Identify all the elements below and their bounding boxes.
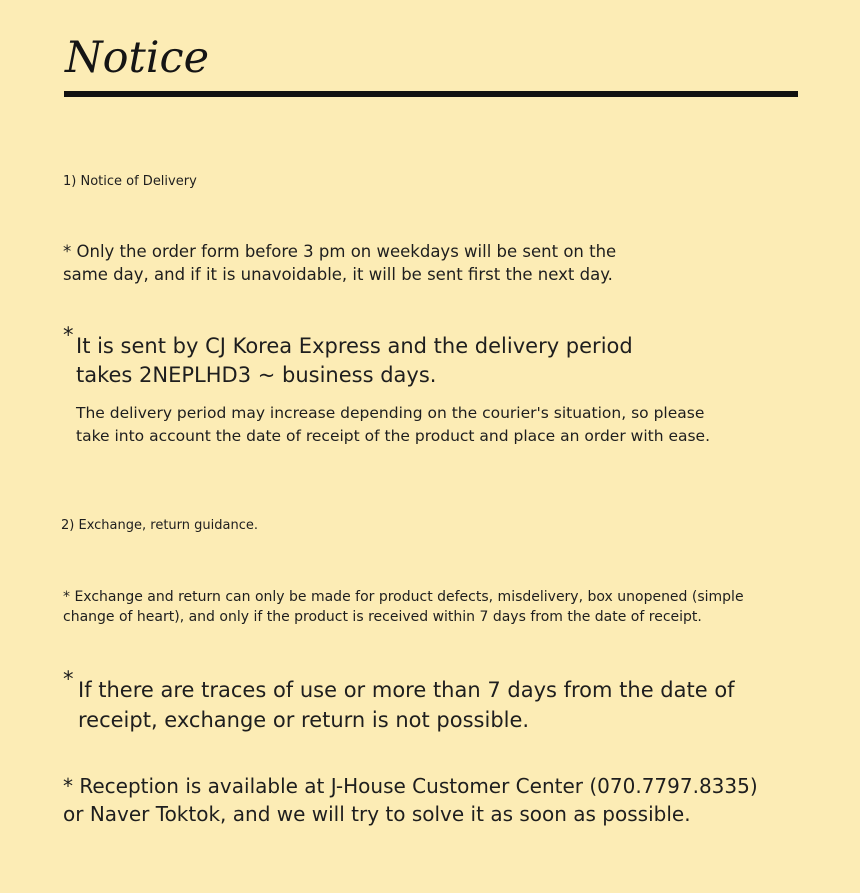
delivery-cutoff-line-1: * Only the order form before 3 pm on weekdays will be sent on the — [63, 242, 617, 261]
courier-line-1: It is sent by CJ Korea Express and the delivery period — [76, 334, 633, 358]
exchange-conditions-line-2: change of heart), and only if the product is received within 7 days from the date of receipt. — [63, 609, 702, 625]
delivery-cutoff-line-2: same day, and if it is unavoidable, it will be sent first the next day. — [63, 265, 613, 284]
exchange-heading: 2) Exchange, return guidance. — [61, 518, 258, 533]
page-title: Notice — [65, 33, 210, 83]
delivery-cutoff-note — [63, 240, 616, 286]
delivery-period-note — [76, 402, 710, 448]
courier-line-2: takes 2NEPLHD3 ~ business days. — [76, 363, 437, 387]
courier-note — [63, 323, 633, 390]
delivery-period-line-2: take into account the date of receipt of the product and place an order with ease. — [76, 427, 711, 445]
exchange-conditions-note — [63, 587, 744, 627]
traces-asterisk: * — [63, 667, 74, 691]
reception-line-1: * Reception is available at J-House Customer Center (070.7797.8335) — [63, 774, 758, 798]
delivery-period-line-1: The delivery period may increase depending on the courier's situation, so please — [76, 404, 705, 422]
traces-line-1: If there are traces of use or more than 7 days from the date of — [78, 678, 735, 702]
courier-asterisk: * — [63, 323, 74, 347]
traces-line-2: receipt, exchange or return is not possible. — [78, 708, 530, 732]
delivery-heading: 1) Notice of Delivery — [63, 174, 197, 189]
reception-line-2: or Naver Toktok, and we will try to solve it as soon as possible. — [63, 802, 691, 826]
exchange-conditions-line-1: * Exchange and return can only be made for product defects, misdelivery, box unopened (simple — [63, 589, 744, 605]
title-divider — [64, 91, 798, 97]
exchange-traces-note — [63, 667, 735, 735]
reception-note — [63, 772, 758, 828]
